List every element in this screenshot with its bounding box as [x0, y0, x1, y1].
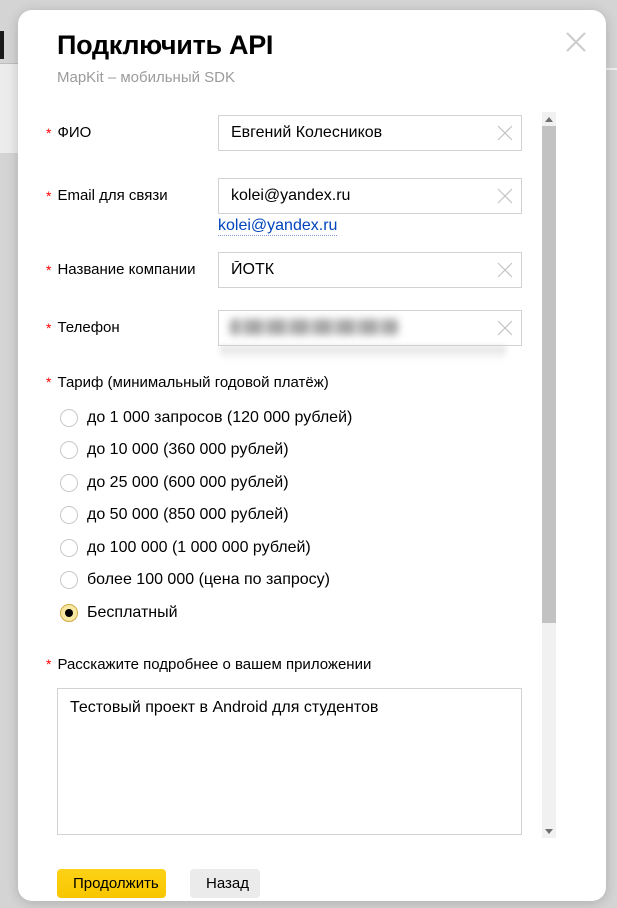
- required-marker: *: [46, 374, 52, 390]
- tariff-option-label: до 10 000 (360 000 рублей): [87, 441, 289, 458]
- tariff-option-label: Бесплатный: [87, 604, 178, 621]
- tariff-option-0[interactable]: [60, 408, 352, 428]
- about-textarea[interactable]: [57, 688, 522, 835]
- required-marker: *: [46, 320, 52, 336]
- required-marker: *: [46, 188, 52, 204]
- triangle-up-icon: [545, 117, 553, 122]
- tariff-option-6[interactable]: [60, 603, 178, 623]
- tariff-option-3[interactable]: [60, 505, 289, 525]
- background-page-panel: [0, 63, 18, 153]
- scrollbar-thumb[interactable]: [542, 126, 556, 623]
- tariff-option-1[interactable]: [60, 440, 289, 460]
- close-icon: [562, 28, 590, 56]
- radio-icon[interactable]: [60, 441, 78, 459]
- radio-icon[interactable]: [60, 539, 78, 557]
- background-page-line: [606, 68, 617, 70]
- redacted-phone-blur-overflow: [220, 346, 506, 360]
- fio-label: * ФИО: [46, 124, 92, 141]
- tariff-option-label: до 1 000 запросов (120 000 рублей): [87, 409, 353, 426]
- phone-label: * Телефон: [46, 319, 120, 336]
- back-button[interactable]: Назад: [190, 869, 260, 898]
- about-label: * Расскажите подробнее о вашем приложении: [46, 656, 372, 673]
- clear-input-icon[interactable]: [495, 318, 515, 338]
- scroll-down-button[interactable]: [542, 824, 556, 838]
- radio-icon[interactable]: [60, 506, 78, 524]
- continue-button[interactable]: Продолжить: [57, 869, 166, 898]
- tariff-option-2[interactable]: [60, 473, 289, 493]
- tariff-group-label: * Тариф (минимальный годовой платёж): [46, 374, 329, 391]
- company-label: * Название компании: [46, 261, 196, 278]
- company-input[interactable]: [218, 252, 522, 288]
- triangle-down-icon: [545, 829, 553, 834]
- email-field: [218, 178, 522, 214]
- fio-input[interactable]: [218, 115, 522, 151]
- clear-input-icon[interactable]: [495, 186, 515, 206]
- dialog-subtitle: MapKit – мобильный SDK: [57, 69, 236, 86]
- email-label: * Email для связи: [46, 187, 168, 204]
- tariff-option-label: более 100 000 (цена по запросу): [87, 571, 330, 588]
- company-field: [218, 252, 522, 288]
- tariff-option-label: до 100 000 (1 000 000 рублей): [87, 539, 311, 556]
- required-marker: *: [46, 262, 52, 278]
- tariff-option-5[interactable]: [60, 570, 330, 590]
- email-input[interactable]: [218, 178, 522, 214]
- clear-input-icon[interactable]: [495, 260, 515, 280]
- radio-icon[interactable]: [60, 409, 78, 427]
- dialog-title: Подключить API: [57, 30, 274, 60]
- tariff-option-label: до 50 000 (850 000 рублей): [87, 506, 289, 523]
- redacted-phone-blur: [230, 319, 398, 335]
- connect-api-dialog: [18, 10, 606, 901]
- about-field: [57, 688, 522, 835]
- background-page-text-fragment: [0, 31, 4, 59]
- scroll-up-button[interactable]: [542, 112, 556, 126]
- close-button[interactable]: [560, 26, 592, 58]
- required-marker: *: [46, 125, 52, 141]
- scrollbar-track[interactable]: [542, 112, 556, 838]
- fio-field: [218, 115, 522, 151]
- tariff-option-4[interactable]: [60, 538, 311, 558]
- required-marker: *: [46, 656, 52, 672]
- phone-field: [218, 310, 522, 346]
- tariff-option-label: до 25 000 (600 000 рублей): [87, 474, 289, 491]
- email-suggestion-link[interactable]: kolei@yandex.ru: [218, 217, 338, 234]
- radio-icon[interactable]: [60, 571, 78, 589]
- radio-icon[interactable]: [60, 604, 78, 622]
- radio-icon[interactable]: [60, 474, 78, 492]
- clear-input-icon[interactable]: [495, 123, 515, 143]
